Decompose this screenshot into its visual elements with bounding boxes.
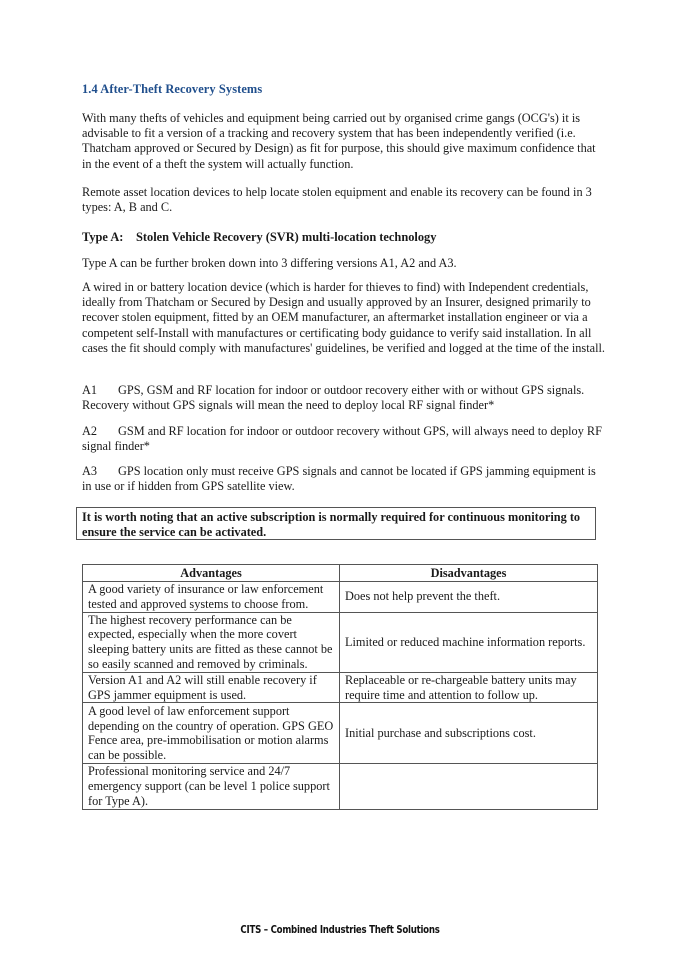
disadvantage-cell: Initial purchase and subscriptions cost. bbox=[340, 703, 598, 764]
subscription-note-box: It is worth noting that an active subscription is normally required for continuous monitoring to ensure the service can be activated. bbox=[76, 507, 596, 540]
advantage-cell: A good variety of insurance or law enforcement tested and approved systems to choose from. bbox=[83, 582, 340, 613]
advantage-cell: Professional monitoring service and 24/7 emergency support (can be level 1 police support for Type A). bbox=[83, 764, 340, 809]
table-row bbox=[83, 612, 598, 672]
disadvantage-cell bbox=[340, 764, 598, 809]
disadvantage-cell: Does not help prevent the theft. bbox=[340, 582, 598, 613]
type-a-description: A wired in or battery location device (which is harder for thieves to find) with Independent credentials, ideally from Thatcham or Secured by Design and usually approved by an Insurer, designed primarily to recover stolen equipment, fitted by an OEM manufacturer, an aftermarket installation engineer or via a competent self-Install with manufactures or certificating body guidance to verify said installation. In all cases the fit should comply with manufactures' guidelines, be verified and logged at the time of the install. bbox=[82, 280, 605, 355]
advantage-cell: A good level of law enforcement support depending on the country of operation. GPS GEO Fence area, pre-immobilisation or motion alarms can be possible. bbox=[83, 703, 340, 764]
versions-intro-paragraph: Type A can be further broken down into 3 differing versions A1, A2 and A3. bbox=[82, 256, 457, 270]
page-footer: CITS – Combined Industries Theft Solutions bbox=[240, 924, 440, 936]
version-a1 bbox=[82, 383, 607, 413]
section-heading: 1.4 After-Theft Recovery Systems bbox=[82, 82, 263, 96]
version-a2-text: GSM and RF location for indoor or outdoor recovery without GPS, will always need to deploy RF signal finder* bbox=[82, 424, 602, 454]
header-advantages: Advantages bbox=[83, 565, 340, 582]
version-a2 bbox=[82, 424, 607, 454]
version-a1-id: A1 bbox=[82, 383, 98, 397]
version-a3 bbox=[82, 464, 607, 494]
version-a2-id: A2 bbox=[82, 424, 98, 438]
version-a3-id: A3 bbox=[82, 464, 98, 478]
version-a3-text: GPS location only must receive GPS signals and cannot be located if GPS jamming equipment is in use or if hidden from GPS satellite view. bbox=[82, 464, 596, 494]
types-intro-paragraph: Remote asset location devices to help locate stolen equipment and enable its recovery can be found in 3 types: A, B and C. bbox=[82, 185, 592, 215]
header-disadvantages: Disadvantages bbox=[340, 565, 598, 582]
version-a1-text: GPS, GSM and RF location for indoor or outdoor recovery either with or without GPS signals. Recovery without GPS signals will mean the need to deploy local RF signal finder* bbox=[82, 383, 585, 413]
table-row bbox=[83, 582, 598, 613]
disadvantage-cell: Limited or reduced machine information reports. bbox=[340, 612, 598, 672]
table-row bbox=[83, 672, 598, 703]
table-row bbox=[83, 703, 598, 764]
table-header-row bbox=[83, 565, 598, 582]
advantage-cell: Version A1 and A2 will still enable recovery if GPS jammer equipment is used. bbox=[83, 672, 340, 703]
type-a-title: Stolen Vehicle Recovery (SVR) multi-location technology bbox=[136, 230, 437, 244]
advantage-cell: The highest recovery performance can be expected, especially when the more covert sleeping battery units are fitted as these cannot be so easily scanned and removed by criminals. bbox=[83, 612, 340, 672]
type-a-label: Type A: bbox=[82, 230, 124, 244]
type-a-heading bbox=[82, 230, 436, 245]
intro-paragraph: With many thefts of vehicles and equipment being carried out by organised crime gangs (OCG's) it is advisable to fit a version of a tracking and recovery system that has been independently verified (i.e. Thatcham approved or Secured by Design) as fit for purpose, this should give maximum confidence that in the event of a theft the system will actually function. bbox=[82, 111, 596, 171]
disadvantage-cell: Replaceable or re-chargeable battery units may require time and attention to follow up. bbox=[340, 672, 598, 703]
table-row bbox=[83, 764, 598, 809]
advantages-disadvantages-table bbox=[82, 564, 598, 810]
